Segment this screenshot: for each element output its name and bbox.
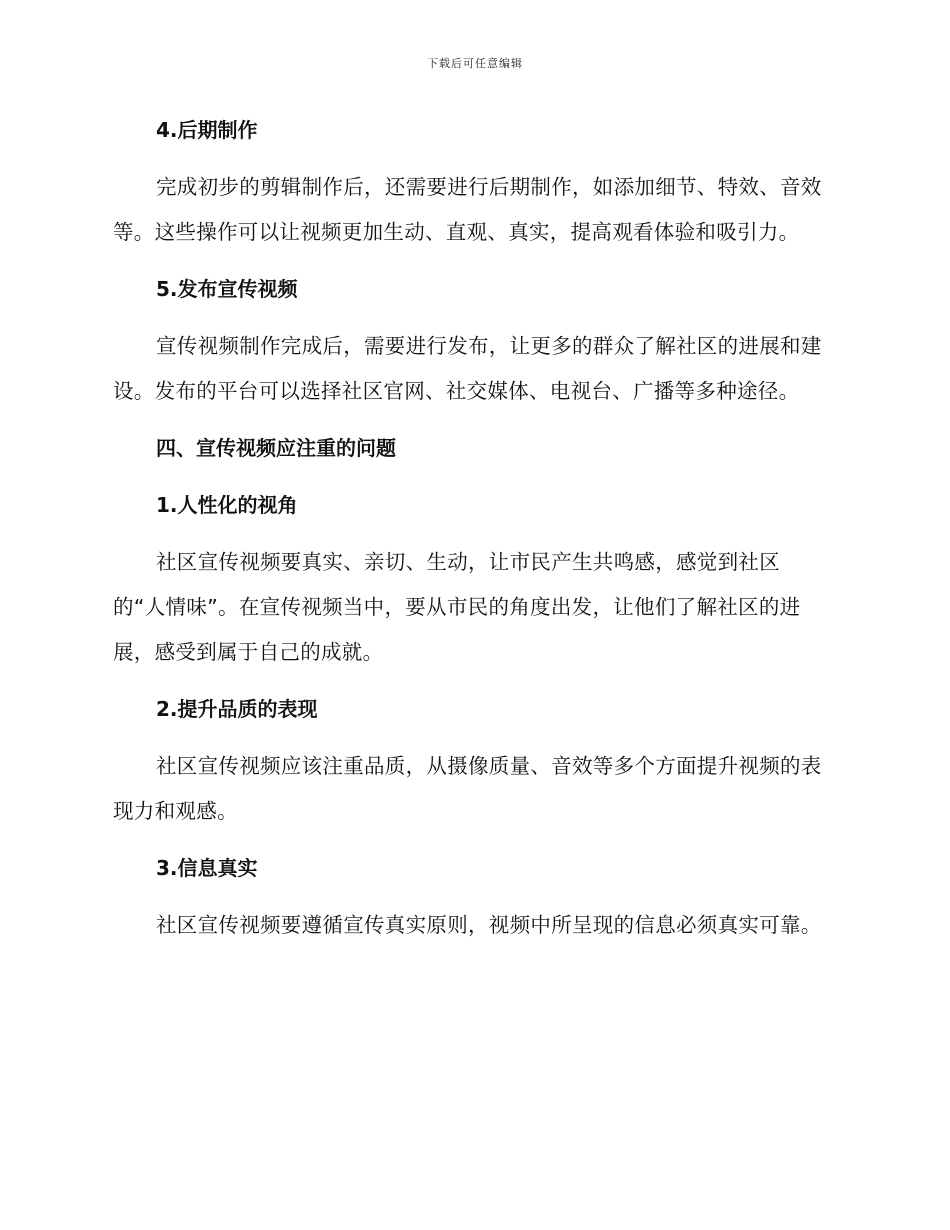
section-heading-publish-video: 5.发布宣传视频 xyxy=(156,277,298,301)
paragraph-quality: 社区宣传视频应该注重品质，从摄像质量、音效等多个方面提升视频的表现力和观感。 xyxy=(113,754,822,823)
document-body xyxy=(113,108,829,960)
section-heading-humanized-perspective: 1.人性化的视角 xyxy=(156,493,298,517)
chapter-heading-issues: 四、宣传视频应注重的问题 xyxy=(156,436,396,460)
section-heading-truthful-info: 3.信息真实 xyxy=(156,856,258,880)
paragraph-truthful-info: 社区宣传视频要遵循宣传真实原则，视频中所呈现的信息必须真实可靠。 xyxy=(156,913,822,937)
paragraph-publish-video: 宣传视频制作完成后，需要进行发布，让更多的群众了解社区的进展和建设。发布的平台可以选择社区官网、社交媒体、电视台、广播等多种途径。 xyxy=(113,334,822,403)
header-note: 下载后可任意编辑 xyxy=(427,57,523,70)
paragraph-humanized-perspective: 社区宣传视频要真实、亲切、生动，让市民产生共鸣感，感觉到社区的“人情味”。在宣传视频当中，要从市民的角度出发，让他们了解社区的进展，感受到属于自己的成就。 xyxy=(113,550,801,664)
paragraph-post-production: 完成初步的剪辑制作后，还需要进行后期制作，如添加细节、特效、音效等。这些操作可以让视频更加生动、直观、真实，提高观看体验和吸引力。 xyxy=(113,175,822,244)
section-heading-quality: 2.提升品质的表现 xyxy=(156,697,318,721)
section-heading-post-production: 4.后期制作 xyxy=(156,118,258,142)
